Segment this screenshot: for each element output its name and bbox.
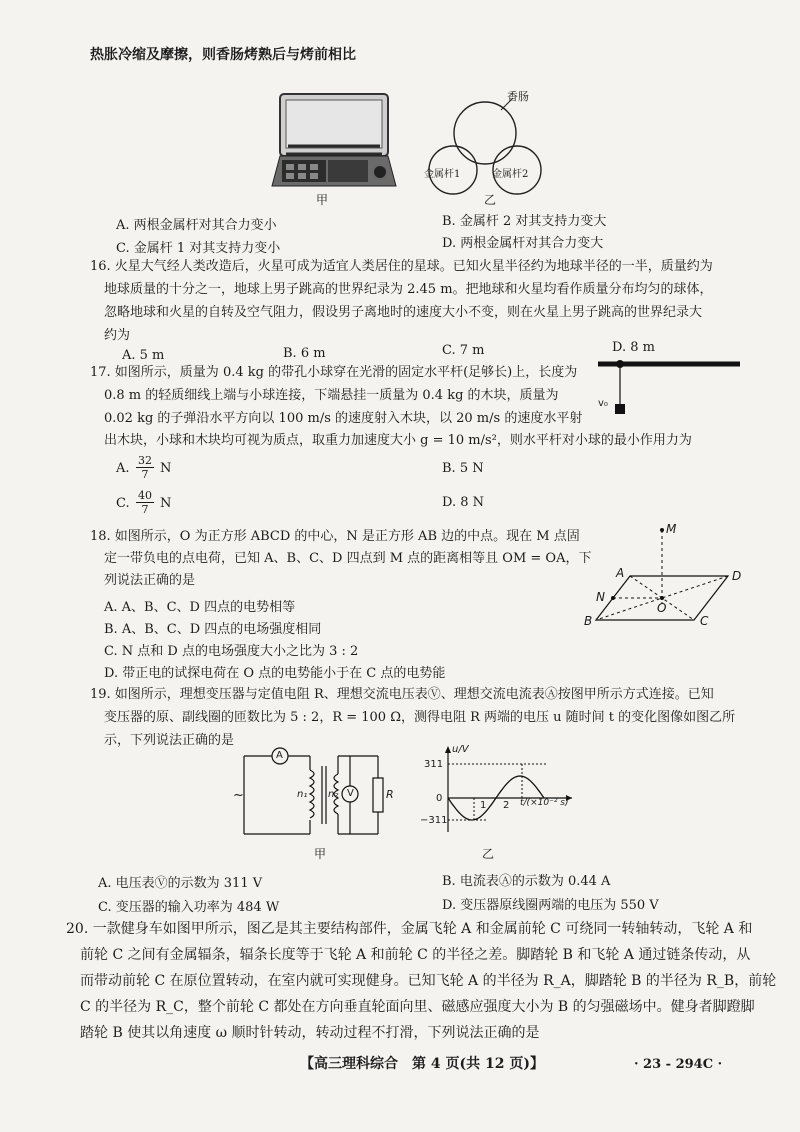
q17-option-c-prefix: C. xyxy=(116,496,130,511)
q16-line-4: 约为 xyxy=(104,328,131,343)
graph-yi-label: 乙 xyxy=(482,847,495,861)
q18-option-c: C. N 点和 D 点的电场强度大小之比为 3 : 2 xyxy=(104,644,359,659)
q20-line-1: 20. 一款健身车如图甲所示，图乙是其主要结构部件，金属飞轮 A 和金属前轮 C 可绕同一转轴转动，飞轮 A 和 xyxy=(66,921,753,937)
q17-option-b: B. 5 N xyxy=(442,461,484,476)
fraction-denominator: 7 xyxy=(141,503,149,516)
graph-xlabel: t/(×10⁻² s) xyxy=(520,798,569,808)
resistor-R-label: R xyxy=(386,788,394,801)
rod1-label: 金属杆1 xyxy=(424,169,461,180)
voltage-time-graph xyxy=(448,746,588,836)
circuit-jia-label: 甲 xyxy=(314,847,327,861)
point-B-label: B xyxy=(584,614,593,628)
sausage-roller-figure xyxy=(272,88,402,198)
point-D-label: D xyxy=(732,569,742,583)
sausage-label: 香肠 xyxy=(507,90,529,103)
q20-line-3: 而带动前轮 C 在原位置转动，在室内就可实现健身。已知飞轮 A 的半径为 R_A，脚踏轮 B 的半径为 R_B，前轮 xyxy=(80,973,777,989)
graph-yzero: 0 xyxy=(436,793,443,804)
q19-option-b: B. 电流表Ⓐ的示数为 0.44 A xyxy=(442,874,611,889)
sausage-rods-figure xyxy=(415,88,565,198)
q20-line-5: 踏轮 B 使其以角速度 ω 顺时针转动，转动过程不打滑，下列说法正确的是 xyxy=(80,1025,540,1041)
q15-option-b: B. 金属杆 2 对其支持力变大 xyxy=(442,214,607,229)
intro-line: 热胀冷缩及摩擦，则香肠烤熟后与烤前相比 xyxy=(90,47,356,63)
q15-option-d: D. 两根金属杆对其合力变大 xyxy=(442,236,604,251)
transformer-circuit xyxy=(238,748,398,844)
n1-label: n₁ xyxy=(297,789,308,800)
q19-line-2: 变压器的原、副线圈的匝数比为 5 : 2，R = 100 Ω，测得电阻 R 两端的电压 u 随时间 t 的变化图像如图乙所 xyxy=(104,710,736,725)
q18-line-3: 列说法正确的是 xyxy=(104,573,196,588)
voltmeter-label: V xyxy=(347,788,354,799)
q17-figure xyxy=(598,356,748,416)
q17-option-d: D. 8 N xyxy=(442,495,485,510)
fig15-yi-label: 乙 xyxy=(484,193,497,207)
q16-line-2: 地球质量的十分之一，地球上男子跳高的世界纪录为 2.45 m。把地球和火星均看作质量分布均匀的球体， xyxy=(104,282,713,297)
q17-option-a-prefix: A. xyxy=(116,461,130,476)
q17-option-a-fraction xyxy=(136,454,154,481)
graph-ybottom: −311 xyxy=(420,815,448,826)
q19-line-3: 示，下列说法正确的是 xyxy=(104,733,235,748)
fraction-numerator: 40 xyxy=(138,489,152,502)
graph-x1: 1 xyxy=(480,800,487,811)
q18-option-a: A. A、B、C、D 四点的电势相等 xyxy=(104,600,296,615)
q17-option-c-fraction xyxy=(136,489,154,516)
ac-source-symbol: ~ xyxy=(233,788,244,803)
q17-line-4: 出木块，小球和木块均可视为质点，取重力加速度大小 g = 10 m/s²，则水平杆对小球的最小作用力为 xyxy=(104,433,692,448)
q16-option-d: D. 8 m xyxy=(612,340,655,355)
q18-line-2: 定一带负电的点电荷，已知 A、B、C、D 四点到 M 点的距离相等且 OM = OA，下 xyxy=(104,551,592,566)
graph-ytop: 311 xyxy=(424,759,444,770)
q17-line-3: 0.02 kg 的子弹沿水平方向以 100 m/s 的速度射入木块，以 20 m/s 的速度水平射 xyxy=(104,411,583,426)
graph-ylabel: u/V xyxy=(452,744,469,755)
q20-line-4: C 的半径为 R_C，整个前轮 C 都处在方向垂直轮面向里、磁感应强度大小为 B 的匀强磁场中。健身者脚蹬脚 xyxy=(80,999,755,1015)
point-M-label: M xyxy=(666,522,677,536)
q17-line-1: 17. 如图所示，质量为 0.4 kg 的带孔小球穿在光滑的固定水平杆(足够长)上，长度为 xyxy=(90,365,578,380)
q15-option-a: A. 两根金属杆对其合力变小 xyxy=(116,218,277,233)
q18-line-1: 18. 如图所示，O 为正方形 ABCD 的中心，N 是正方形 AB 边的中点。现在 M 点固 xyxy=(90,529,580,544)
q16-line-1: 16. 火星大气经人类改造后，火星可成为适宜人类居住的星球。已知火星半径约为地球半径的一半，质量约为 xyxy=(90,259,713,274)
q16-option-a: A. 5 m xyxy=(122,348,165,363)
q17-option-a-unit: N xyxy=(160,461,172,476)
footer-title: 【高三理科综合 第 4 页(共 12 页)】 xyxy=(300,1056,544,1072)
v0-label: v₀ xyxy=(598,398,608,409)
fig15-jia-label: 甲 xyxy=(316,193,329,207)
fraction-denominator: 7 xyxy=(141,468,149,481)
n2-label: n₂ xyxy=(328,789,339,800)
q19-option-a: A. 电压表Ⓥ的示数为 311 V xyxy=(98,876,263,891)
ammeter-label: A xyxy=(276,750,283,761)
q16-option-b: B. 6 m xyxy=(283,346,326,361)
point-O-label: O xyxy=(657,601,667,615)
q18-option-d: D. 带正电的试探电荷在 O 点的电势能小于在 C 点的电势能 xyxy=(104,666,446,681)
q19-option-d: D. 变压器原线圈两端的电压为 550 V xyxy=(442,898,659,913)
q19-line-1: 19. 如图所示，理想变压器与定值电阻 R、理想交流电压表Ⓥ、理想交流电流表Ⓐ按图甲所示方式连接。已知 xyxy=(90,687,714,702)
q18-option-b: B. A、B、C、D 四点的电场强度相同 xyxy=(104,622,322,637)
point-A-label: A xyxy=(616,566,625,580)
point-C-label: C xyxy=(700,614,709,628)
footer-code: · 23 - 294C · xyxy=(634,1057,723,1072)
q16-option-c: C. 7 m xyxy=(442,343,485,358)
rod2-label: 金属杆2 xyxy=(492,169,529,180)
q19-option-c: C. 变压器的输入功率为 484 W xyxy=(98,900,280,915)
q17-option-c-unit: N xyxy=(160,496,172,511)
q15-option-c: C. 金属杆 1 对其支持力变小 xyxy=(116,241,281,256)
point-N-label: N xyxy=(596,590,605,604)
q20-line-2: 前轮 C 之间有金属辐条，辐条长度等于飞轮 A 和前轮 C 的半径之差。脚踏轮 B 和飞轮 A 通过链条传动，从 xyxy=(80,947,751,963)
fraction-numerator: 32 xyxy=(138,454,152,467)
graph-x2: 2 xyxy=(503,800,510,811)
q16-line-3: 忽略地球和火星的自转及空气阻力，假设男子离地时的速度大小不变，则在火星上男子跳高的世界纪录大 xyxy=(104,305,703,320)
q17-line-2: 0.8 m 的轻质细线上端与小球连接，下端悬挂一质量为 0.4 kg 的木块，质量为 xyxy=(104,388,559,403)
